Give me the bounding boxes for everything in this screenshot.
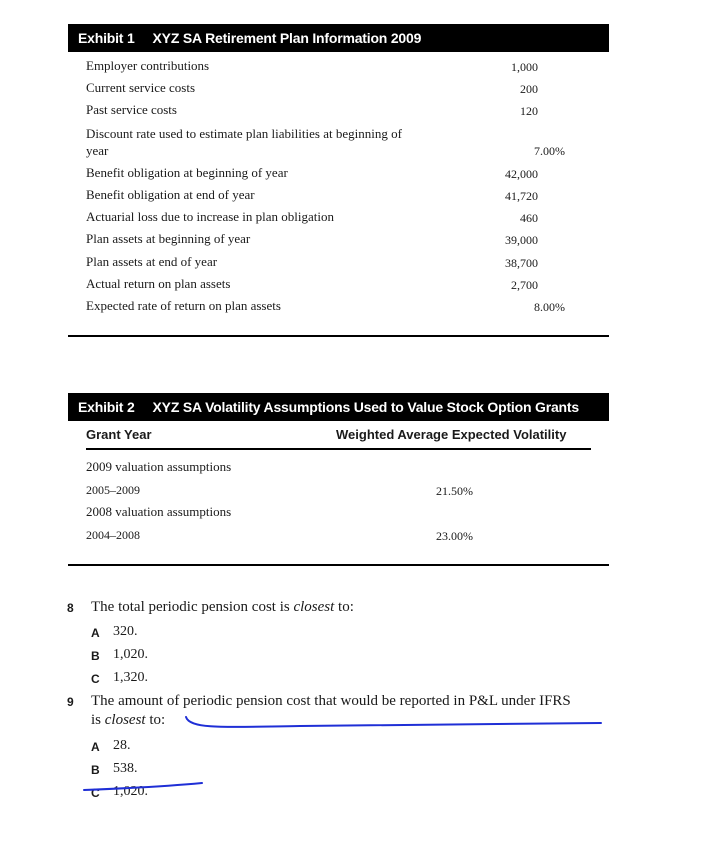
row-label: Employer contributions (86, 58, 210, 73)
row-value: 460 (520, 211, 538, 225)
option-letter: B (91, 763, 100, 777)
row-value: 21.50% (436, 484, 473, 498)
row-label: Benefit obligation at beginning of year (86, 165, 288, 180)
row-label: Actual return on plan assets (86, 276, 231, 291)
question-text-line-1: The amount of periodic pension cost that would be reported in P&L under IFRS (91, 693, 571, 709)
question-text-emphasis: closest (104, 712, 146, 728)
row-label: Plan assets at beginning of year (86, 231, 251, 246)
exhibit-2-number: Exhibit 2 (78, 399, 135, 415)
row-label: Plan assets at end of year (86, 254, 218, 269)
question-text-part: to: (334, 599, 354, 615)
exhibit-2-title: XYZ SA Volatility Assumptions Used to Value Stock Option Grants (152, 399, 579, 415)
exhibit-1-number: Exhibit 1 (78, 30, 135, 46)
row-label-continued: year (86, 143, 109, 158)
column-header-grant-year: Grant Year (86, 427, 152, 442)
option-text: 538. (113, 761, 138, 776)
row-label: Actuarial loss due to increase in plan obligation (86, 209, 335, 224)
question-text-part: to: (145, 712, 166, 728)
row-label: 2005–2009 (86, 483, 140, 497)
row-value: 8.00% (534, 300, 565, 314)
column-header-volatility: Weighted Average Expected Volatility (336, 427, 567, 442)
option-letter: B (91, 649, 100, 663)
row-value: 7.00% (534, 144, 565, 158)
row-value: 200 (520, 82, 538, 96)
ink-strike-option-c (84, 783, 202, 790)
question-number: 8 (67, 601, 74, 615)
option-text: 1,320. (113, 670, 148, 685)
ink-underline-question-9 (186, 717, 601, 727)
option-letter: C (91, 672, 100, 686)
option-letter: A (91, 626, 100, 640)
row-label: Past service costs (86, 102, 177, 117)
row-value: 41,720 (505, 189, 538, 203)
row-label: 2004–2008 (86, 528, 140, 542)
question-number: 9 (67, 695, 74, 709)
option-text: 28. (113, 738, 131, 753)
exhibit-1-title: XYZ SA Retirement Plan Information 2009 (152, 30, 422, 46)
option-letter: C (91, 786, 100, 800)
row-value: 42,000 (505, 167, 538, 181)
row-value: 23.00% (436, 529, 473, 543)
row-label: Expected rate of return on plan assets (86, 298, 281, 313)
row-value: 38,700 (505, 256, 538, 270)
option-text: 320. (113, 624, 138, 639)
row-label: 2009 valuation assumptions (86, 459, 232, 474)
row-value: 120 (520, 104, 538, 118)
row-label: Benefit obligation at end of year (86, 187, 255, 202)
option-letter: A (91, 740, 100, 754)
row-label: Discount rate used to estimate plan liabilities at beginning of (86, 126, 402, 141)
row-label: 2008 valuation assumptions (86, 504, 232, 519)
row-value: 2,700 (511, 278, 538, 292)
row-value: 1,000 (511, 60, 538, 74)
row-value: 39,000 (505, 233, 538, 247)
option-text: 1,020. (113, 784, 148, 799)
option-text: 1,020. (113, 647, 148, 662)
question-text-part: is (91, 712, 105, 728)
question-text-emphasis: closest (293, 599, 335, 615)
question-text-part: The total periodic pension cost is (91, 599, 294, 615)
row-label: Current service costs (86, 80, 196, 95)
